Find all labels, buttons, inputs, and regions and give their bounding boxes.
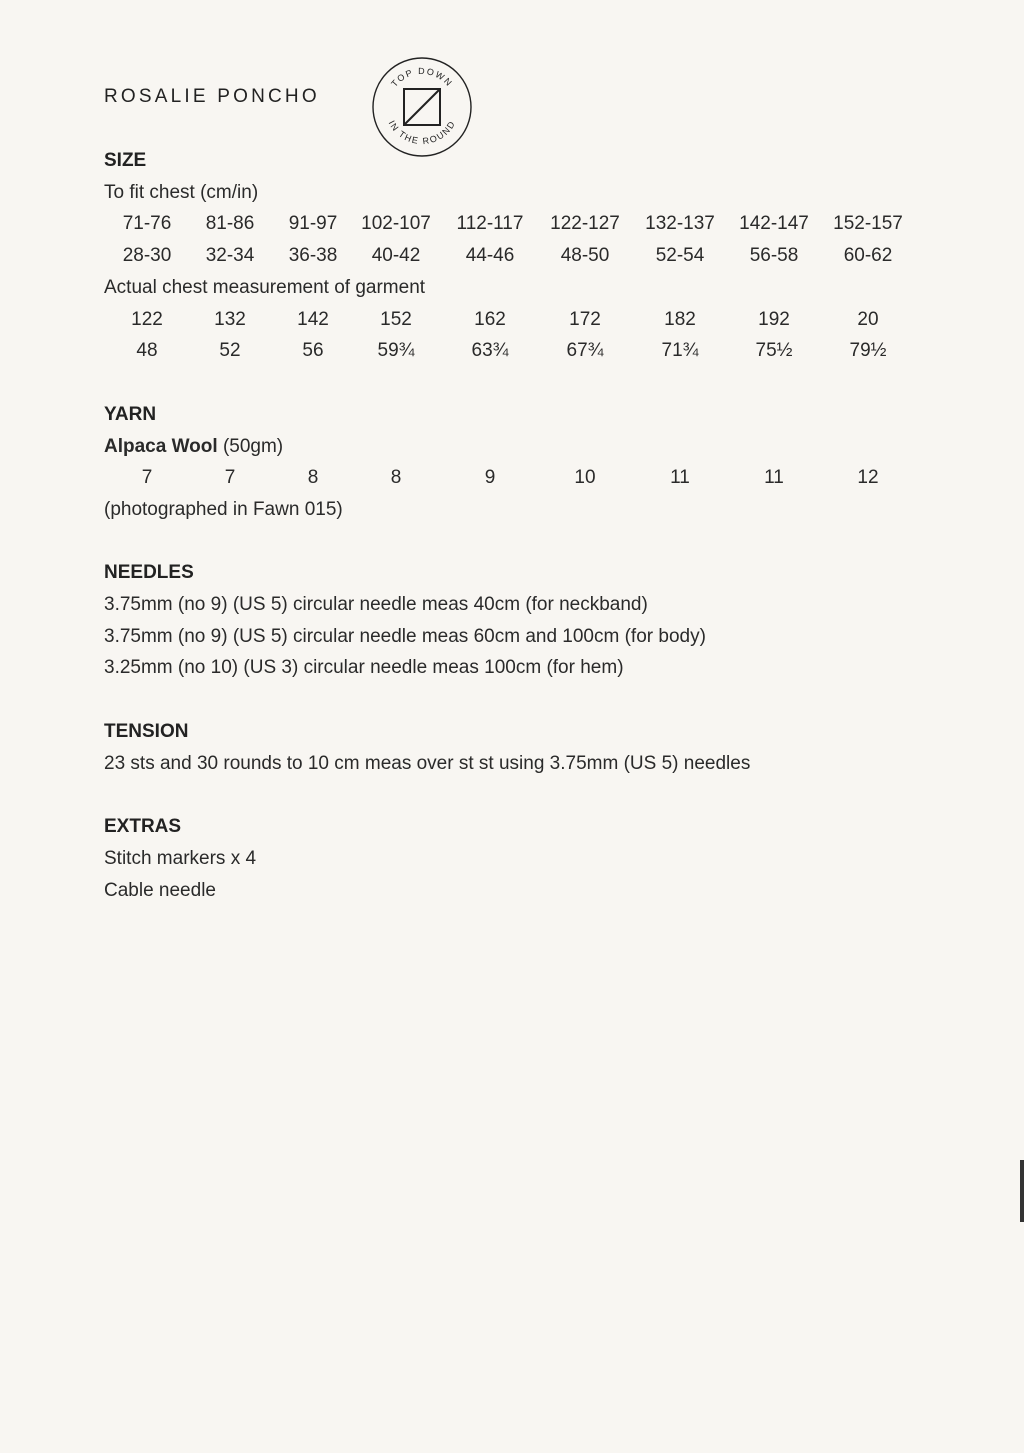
size-cell: 12 [857,467,879,488]
size-cell: 48 [136,340,158,361]
yarn-balls-row [0,467,1024,493]
size-cell: 36-38 [288,245,338,266]
yarn-heading: YARN [104,404,157,425]
size-cell: 172 [569,309,601,330]
page-edge-marker [1020,1160,1024,1222]
svg-text:TOP DOWN [389,66,454,89]
size-cell: 44-46 [465,245,515,266]
size-cell: 102-107 [361,213,431,234]
top-down-in-the-round-badge-icon [371,56,473,158]
needle-line: 3.75mm (no 9) (US 5) circular needle meas 60cm and 100cm (for body) [104,626,706,647]
extras-line: Cable needle [104,880,216,901]
size-cell: 192 [758,309,790,330]
size-cell: 11 [670,467,690,488]
badge-bottom-text: IN THE ROUND [386,118,458,147]
pattern-title: ROSALIE PONCHO [104,86,320,107]
size-cell: 75½ [755,340,793,361]
badge-top-text: TOP DOWN [389,65,455,89]
size-cell: 48-50 [560,245,610,266]
size-cell: 11 [764,467,784,488]
size-cell: 7 [224,467,236,488]
size-cell: 79½ [849,340,887,361]
size-cell: 132-137 [645,213,715,234]
svg-text:IN THE ROUND [387,118,458,146]
size-cell: 152-157 [833,213,903,234]
yarn-note: (photographed in Fawn 015) [104,499,343,520]
actual-chest-label: Actual chest measurement of garment [104,277,426,298]
fit-cm-row [0,213,1024,239]
extras-heading: EXTRAS [104,816,182,837]
size-cell: 9 [484,467,496,488]
size-cell: 182 [664,309,696,330]
needles-heading: NEEDLES [104,562,194,583]
fit-in-row [0,245,1024,271]
size-cell: 122-127 [550,213,620,234]
size-cell: 132 [214,309,246,330]
size-cell: 122 [131,309,163,330]
size-cell: 60-62 [843,245,893,266]
yarn-line [104,436,283,458]
size-cell: 10 [574,467,596,488]
size-cell: 40-42 [371,245,421,266]
size-cell: 142 [297,309,329,330]
size-cell: 67¾ [566,340,604,361]
size-heading: SIZE [104,150,147,171]
size-cell: 81-86 [205,213,255,234]
size-cell: 32-34 [205,245,255,266]
size-cell: 71¾ [661,340,699,361]
size-cell: 8 [390,467,402,488]
actual-in-row [0,340,1024,366]
size-cell: 56 [302,340,324,361]
size-cell: 52 [219,340,241,361]
size-cell: 7 [141,467,153,488]
fit-chest-label: To fit chest (cm/in) [104,182,259,203]
size-cell: 52-54 [655,245,705,266]
size-cell: 91-97 [288,213,338,234]
size-cell: 59¾ [377,340,415,361]
size-cell: 8 [307,467,319,488]
size-cell: 28-30 [122,245,172,266]
size-cell: 56-58 [749,245,799,266]
tension-heading: TENSION [104,721,189,742]
size-cell: 112-117 [456,213,524,234]
needle-line: 3.75mm (no 9) (US 5) circular needle meas 40cm (for neckband) [104,594,648,615]
actual-cm-row [0,309,1024,335]
size-cell: 63¾ [471,340,509,361]
size-cell: 71-76 [122,213,172,234]
extras-line: Stitch markers x 4 [104,848,257,869]
tension-text: 23 sts and 30 rounds to 10 cm meas over st st using 3.75mm (US 5) needles [104,753,751,774]
size-cell: 20 [857,309,879,330]
yarn-weight: (50gm) [217,436,284,457]
size-cell: 152 [380,309,412,330]
size-cell: 162 [474,309,506,330]
needle-line: 3.25mm (no 10) (US 3) circular needle meas 100cm (for hem) [104,657,624,678]
size-cell: 142-147 [739,213,809,234]
yarn-name: Alpaca Wool [104,436,218,457]
